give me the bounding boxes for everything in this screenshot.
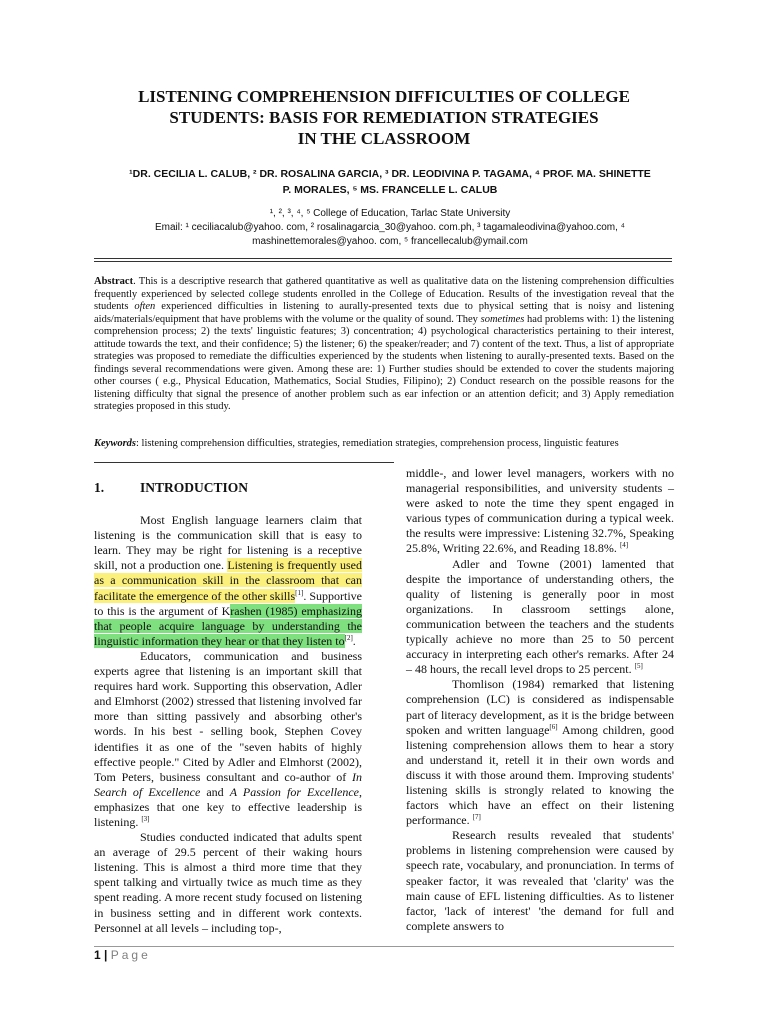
citation-6: [6] <box>549 722 558 731</box>
keywords <box>94 437 674 450</box>
author-list <box>110 166 670 198</box>
citation-5: [5] <box>634 662 643 671</box>
right-p2-text: Adler and Towne (2001) lamented that despite the importance of understanding others, the quality of listening is generally poor in most organizations. In classroom settings alone, communication between the teachers and the students typically achieve no more than 25 to 50 percent accuracy in interpreting each other's remarks. After 24 – 48 hours, the recall level drops to 25 percent. <box>406 556 674 677</box>
section-number: 1. <box>94 480 105 495</box>
intro-p2-text-c: , emphasizes that one key to effective leadership is listening. <box>94 784 363 829</box>
section-heading <box>94 480 362 495</box>
right-paragraph-1 <box>406 466 674 557</box>
citation-2: [2] <box>344 633 353 642</box>
authors-line-2: P. MORALES, ⁵ MS. FRANCELLE L. CALUB <box>282 184 498 196</box>
right-paragraph-4: Research results revealed that students' problems in listening comprehension were caused by speech rate, vocabulary, and pronunciation. In terms of speaker factor, it was revealed that 'clarity' was the main cause of EFL listening difficulties. As to listener factor, 'lack of interest' 'the demand for full and complete answers to <box>406 828 674 933</box>
abstract-sometimes: sometimes <box>480 313 525 325</box>
highlight-green: rashen (1985) emphasizing that people acquire language by understanding the linguistic information they hear or that they listen to <box>94 603 362 648</box>
book-title-1: In Search of Excellence <box>94 769 362 799</box>
left-column <box>94 466 362 936</box>
abstract <box>94 276 674 414</box>
keywords-divider <box>94 462 394 463</box>
intro-paragraph-3: Studies conducted indicated that adults spent an average of 29.5 percent of their waking hours listening. This is almost a third more time that they spent talking and virtually twice as much time as they spent reading. A more recent study focused on listening in business setting and in different work contexts. Personnel at all levels – including top-, <box>94 830 362 935</box>
header-divider-2 <box>94 261 672 262</box>
section-title: INTRODUCTION <box>140 480 249 495</box>
abstract-text-3: had problems with: 1) the listening comprehension process; 2) the texts' linguistic features; 3) concentration; 4) psychological characteristics pertaining to their interest, attitude towards the text, and their confidence; 5) the listener; 6) the speaker/reader; and 7) content of the text. Thus, a list of appropriate strategies was proposed to remediate the difficulties experienced by the students when listening to aurally-presented texts. Based on the findings several recommendations were given. Among these are: 1) Further studies should be extended to cover the students majoring other courses ( e.g., Physical Education, Mathematics, Social Studies, Filipino); 2) Conduct research on the possible reasons for the listening difficulty that signal the presence of another problem such as ear infection or an attention deficit; and 3) Apply remediation strategies proposed in this study. <box>94 313 675 412</box>
right-p1-text: middle-, and lower level managers, workers with no managerial responsibilities, and university students – were asked to note the time they spent engaged in various types of communication during a typical week. the results were impressive: Listening 32.7%, Speaking 25.8%, Writing 22.6%, and Reading 18.8%. <box>406 466 674 556</box>
citation-4: [4] <box>619 541 629 550</box>
title-line-2: STUDENTS: BASIS FOR REMEDIATION STRATEGIES <box>169 108 599 127</box>
keywords-text: : listening comprehension difficulties, strategies, remediation strategies, comprehension process, linguistic features <box>136 438 619 449</box>
header-divider <box>94 258 672 259</box>
intro-p1-text-a: Most English language learners claim that listening is the communication skill that is easy to learn. They may be right for listening is a receptive skill, not a production one. <box>94 513 362 573</box>
right-column <box>406 466 674 934</box>
intro-paragraph-2 <box>94 649 362 830</box>
highlight-yellow: Listening is frequently used as a communication skill in the classroom that can facilitate the emergence of the other skills <box>94 558 362 603</box>
intro-p1-text-c: . <box>352 633 356 648</box>
paper-title <box>60 86 708 149</box>
right-paragraph-2 <box>406 557 674 678</box>
intro-p2-text-b: and <box>200 784 230 799</box>
intro-p1-text-b: . Supportive to this is the argument of K <box>94 588 362 618</box>
page-number: 1 <box>94 948 101 962</box>
authors-line-1: ¹DR. CECILIA L. CALUB, ² DR. ROSALINA GARCIA, ³ DR. LEODIVINA P. TAGAMA, ⁴ PROF. MA. SHINETTE <box>129 168 651 180</box>
affiliation <box>110 207 670 249</box>
right-paragraph-3 <box>406 677 674 828</box>
email-line-1: Email: ¹ ceciliacalub@yahoo. com, ² rosalinagarcia_30@yahoo. com.ph, ³ tagamaleodivina@yahoo.com, ⁴ <box>155 222 625 233</box>
citation-1: [1] <box>295 588 304 597</box>
institution-line: ¹, ², ³, ⁴, ⁵ College of Education, Tarlac State University <box>269 208 511 219</box>
citation-3: [3] <box>141 814 150 823</box>
book-title-2: A Passion for Excellence <box>229 784 360 799</box>
footer-divider <box>94 946 674 947</box>
email-line-2: mashinettemorales@yahoo. com, ⁵ francellecalub@ymail.com <box>252 236 528 247</box>
abstract-text-2: experienced difficulties in listening to aurally-presented texts due to physical setting that is noisy and listening aids/materials/equipment that have problems with the volume or the quality of sound. They <box>94 301 674 325</box>
right-p3-text-a: Thomlison (1984) remarked that listening comprehension (LC) is considered as indispensable part of literacy development, as it is the bridge between spoken and written language <box>406 677 674 737</box>
abstract-label: Abstract <box>94 276 134 287</box>
citation-7: [7] <box>472 813 481 822</box>
title-line-1: LISTENING COMPREHENSION DIFFICULTIES OF COLLEGE <box>138 87 630 106</box>
intro-paragraph-1 <box>94 513 362 649</box>
title-line-3: IN THE CLASSROOM <box>297 129 471 148</box>
footer-separator: | <box>100 948 111 962</box>
abstract-often: often <box>134 301 156 312</box>
abstract-text-1: . This is a descriptive research that gathered quantitative as well as qualitative data on the listening comprehension difficulties frequently experienced by selected college students enrolled in the College of Education. Results of the investigation reveal that the students <box>94 276 674 312</box>
page-word: Page <box>110 948 151 962</box>
right-p3-text-b: Among children, good listening comprehension allows them to hear a story and understand it, retell it in their own words and discuss it with those around them. Improving students' listening skills is strongly related to knowing the factors which have an effect on their listening performance. <box>406 722 675 828</box>
keywords-label: Keywords <box>94 438 136 449</box>
intro-p2-text-a: Educators, communication and business experts agree that listening is an important skill that requires hard work. Supporting this observation, Adler and Elmhorst (2002) stressed that listening involved far more than sitting passively and absorbing other's words. In his best - selling book, Stephen Covey identifies it as one of the "seven habits of highly effective people." Cited by Adler and Elmhorst (2002), Tom Peters, business consultant and co-author of <box>94 648 362 784</box>
page-footer <box>94 948 151 962</box>
